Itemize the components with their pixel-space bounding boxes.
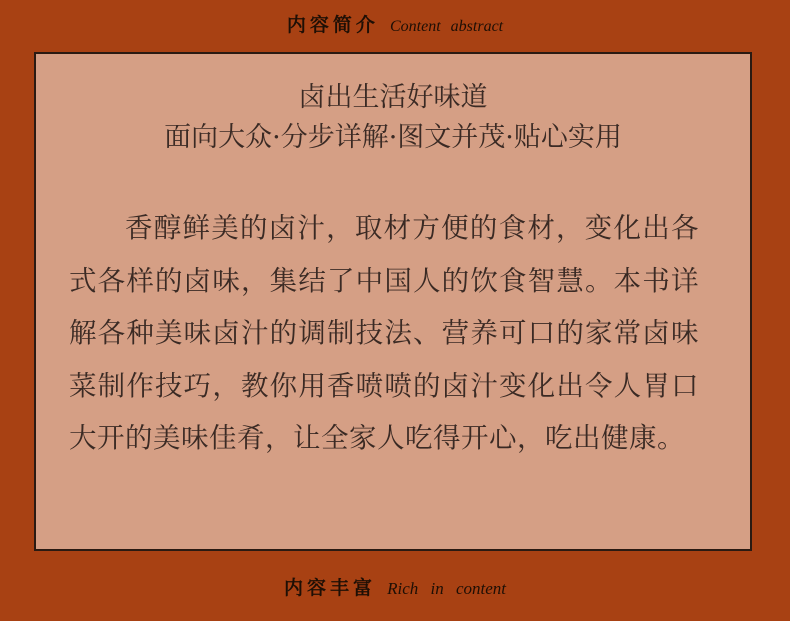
book-subtitle: 面向大众·分步详解·图文并茂·贴心实用: [164, 122, 622, 153]
footer-chinese-title: 内容丰富: [283, 577, 376, 599]
footer-english-title: Rich in content: [387, 579, 507, 598]
header: [0, 10, 790, 37]
abstract-text: 香醇鲜美的卤汁，取材方便的食材，变化出各式各样的卤味，集结了中国人的饮食智慧。本书详解各种美味卤汁的调制技法、营养可口的家常卤味菜制作技巧，教你用香喷喷的卤汁变化出令人胃口大开的美味佳肴，让全家人吃得开心，吃出健康。: [69, 212, 699, 454]
header-chinese-title: 内容简介: [286, 14, 379, 36]
book-title: 卤出生活好味道: [298, 82, 488, 113]
footer: [0, 573, 790, 600]
header-english-title: Content abstract: [390, 18, 504, 35]
content-panel: [34, 52, 752, 551]
